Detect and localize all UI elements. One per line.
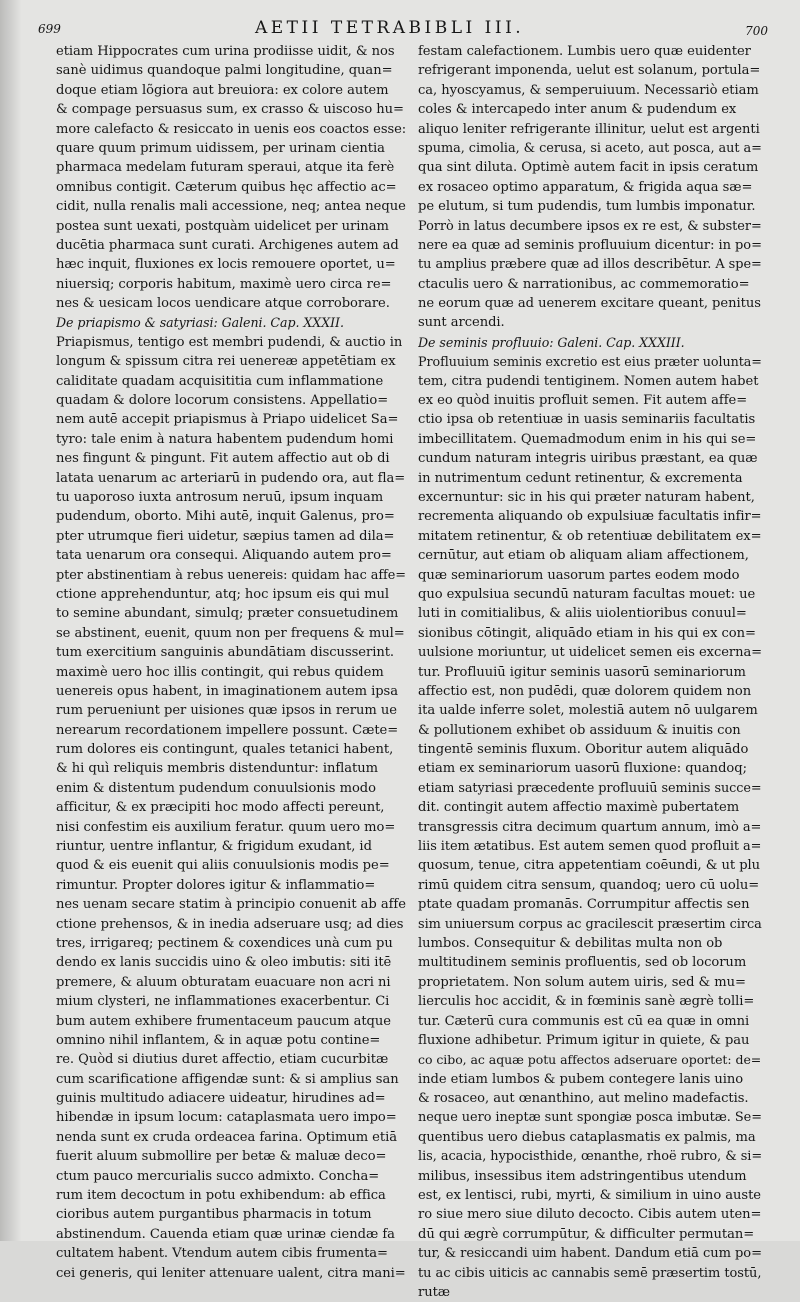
text-line: riuntur, uentre inflantur, & frigidum exudant, id: [56, 839, 372, 855]
text-line: quo expulsiua secundū naturam facultas mouet: ue: [418, 586, 756, 602]
text-line: excernuntur: sic in his qui præter naturam habent,: [418, 489, 755, 505]
text-line: etiam satyriasi præcedente profluuiū seminis succe=: [418, 780, 762, 796]
text-line: cernūtur, aut etiam ob aliquam aliam affectionem,: [418, 548, 749, 564]
text-line: se abstinent, euenit, quum non per frequens & mul=: [56, 625, 405, 641]
text-line: hibendæ in ipsum locum: cataplasmata uero impo=: [56, 1110, 397, 1126]
text-line: ita ualde inferre solet, molestiā autem nō uulgarem: [418, 703, 758, 719]
text-line: & pollutionem exhibet ob assiduum & inuitis con: [418, 722, 741, 738]
text-line: rimū quidem citra sensum, quandoq; uero cū uolu=: [418, 877, 760, 893]
left-text-column: [56, 42, 406, 1283]
text-line: postea sunt uexati, postquàm uidelicet per urinam: [56, 218, 389, 234]
text-line: dendo ex lanis succidis uino & oleo imbutis: siti itē: [56, 955, 392, 971]
text-line: nes uenam secare statim à principio conuenit ab affe: [56, 897, 406, 913]
page-number-right: 700: [745, 24, 768, 38]
text-line: tu amplius præbere quæ ad illos describētur. A spe=: [418, 257, 762, 273]
text-line: hæc inquit, fluxiones ex locis remouere oportet, u=: [56, 257, 396, 273]
page-number-left: 699: [38, 22, 61, 36]
text-line: pharmaca medelam futuram speraui, atque ita ferè: [56, 160, 395, 176]
text-line: rimuntur. Propter dolores igitur & inflammatio=: [56, 877, 376, 893]
text-line: cioribus autem purgantibus pharmacis in totum: [56, 1207, 372, 1223]
text-line: tur. Cæterū cura communis est cū ea quæ in omni: [418, 1013, 750, 1029]
text-line: spuma, cimolia, & cerusa, si aceto, aut posca, aut a=: [418, 140, 762, 156]
text-line: doque etiam lõgiora aut breuiora: ex colore autem: [56, 82, 389, 98]
text-line: liis item ætatibus. Est autem semen quod profluit a=: [418, 839, 762, 855]
chapter-heading: De priapismo & satyriasi: Galeni. Cap. XXXII.: [56, 315, 344, 331]
text-line: rum dolores eis contingunt, quales tetanici habent,: [56, 742, 394, 758]
text-line: to semine abundant, simulq; præter consuetudinem: [56, 606, 399, 622]
text-line: enim & distentum pudendum conuulsionis modo: [56, 780, 376, 796]
text-line: multitudinem seminis profluentis, sed ob locorum: [418, 955, 747, 971]
text-line: fluxione adhibetur. Primum igitur in quiete, & pau: [418, 1032, 750, 1048]
text-line: rum perueniunt per uisiones quæ ipsos in rerum ue: [56, 703, 397, 719]
text-line: quentibus uero diebus cataplasmatis ex palmis, ma: [418, 1129, 756, 1145]
text-line: tur. Profluuiū igitur seminis uasorū seminariorum: [418, 664, 746, 680]
text-line: tres, irrigareq; pectinem & coxendices unà cum pu: [56, 935, 393, 951]
text-line: pe elutum, si tum pudendis, tum lumbis imponatur.: [418, 199, 756, 215]
text-line: fuerit aluum submollire per betæ & maluæ deco=: [56, 1149, 387, 1165]
text-line: qua sint diluta. Optimè autem facit in ipsis ceratum: [418, 160, 759, 176]
text-line: afficitur, & ex præcipiti hoc modo affecti pereunt,: [56, 800, 385, 816]
text-line: longum & spissum citra rei uenereæ appetētiam ex: [56, 354, 396, 370]
text-line: nerearum recordationem impellere possunt. Cæte=: [56, 722, 399, 738]
text-line: festam calefactionem. Lumbis uero quæ euidenter: [418, 44, 751, 59]
text-line: etiam ex seminariorum uasorū fluxione: quandoq;: [418, 761, 747, 777]
text-line: neque uero ineptæ sunt spongiæ posca imbutæ. Se=: [418, 1110, 762, 1126]
text-line: omnino nihil inflantem, & in aquæ potu contine=: [56, 1032, 381, 1048]
text-line: nes & uesicam locos uendicare atque corroborare.: [56, 296, 390, 312]
text-line: Porrò in latus decumbere ipsos ex re est, & subster=: [418, 218, 762, 234]
text-line: guinis multitudo adiacere uideatur, hirudines ad=: [56, 1091, 386, 1107]
text-line: ca, hyoscyamus, & semperuiuum. Necessariò etiam: [418, 82, 759, 98]
text-line: quare quum primum uidissem, per urinam cientia: [56, 140, 385, 156]
text-line: latata uenarum ac arteriarū in pudendo ora, aut fla=: [56, 470, 406, 486]
text-line: dit. contingit autem affectio maximè pubertatem: [418, 800, 740, 816]
text-line: recrementa aliquando ob expulsiuæ facultatis infir=: [418, 509, 762, 525]
text-line: sunt arcendi.: [418, 315, 505, 331]
text-line: tu uaporoso iuxta antrosum neruū, ipsum inquam: [56, 489, 384, 505]
text-line: tingentē seminis fluxum. Oboritur autem aliquādo: [418, 742, 749, 758]
text-line: Priapismus, tentigo est membri pudendi, & auctio in: [56, 334, 403, 350]
text-line: re. Quòd si diutius duret affectio, etiam cucurbitæ: [56, 1052, 389, 1068]
text-line: ex rosaceo optimo apparatum, & frigida aqua sæ=: [418, 179, 753, 195]
text-line: nem autē accepit priapismus à Priapo uidelicet Sa=: [56, 412, 399, 428]
text-line: sanè uidimus quandoque palmi longitudine, quan=: [56, 63, 393, 79]
text-line: quæ seminariorum uasorum partes eodem modo: [418, 567, 740, 583]
text-line: cidit, nulla renalis mali accessione, neq; antea neque: [56, 199, 406, 215]
text-line: cum scarificatione affigendæ sunt: & si amplius san: [56, 1071, 399, 1087]
text-line: co cibo, ac aquæ potu affectos adseruare oportet: de=: [418, 1052, 762, 1068]
text-line: tyro: tale enim à natura habentem pudendum homi: [56, 431, 394, 447]
text-line: tum exercitium sanguinis abundātiam discusserint.: [56, 645, 395, 661]
text-line: mium clysteri, ne inflammationes exacerbentur. Ci: [56, 994, 390, 1010]
text-line: cei generis, qui leniter attenuare ualent, citra mani=: [56, 1265, 406, 1281]
text-line: est, ex lentisci, rubi, myrti, & similium in uino auste: [418, 1188, 761, 1204]
text-line: aliquo leniter refrigerante illinitur, uelut est argenti: [418, 121, 760, 137]
text-line: milibus, insessibus item adstringentibus utendum: [418, 1168, 747, 1184]
text-line: pudendum, oborto. Mihi autē, inquit Galenus, pro=: [56, 509, 395, 525]
text-line: cundum naturam integris uiribus præstant, ea quæ: [418, 451, 758, 467]
text-line: nes fingunt & pingunt. Fit autem affectio aut ob di: [56, 451, 390, 467]
text-line: dū qui ægrè corrumpūtur, & difficulter permutan=: [418, 1226, 755, 1242]
text-line: lumbos. Consequitur & debilitas multa non ob: [418, 935, 723, 951]
running-title: AETII TETRABIBLI III.: [255, 18, 525, 38]
text-line: uulsione moriuntur, ut uidelicet semen eis excerna=: [418, 645, 762, 661]
text-line: more calefacto & resiccato in uenis eos coactos esse:: [56, 121, 406, 137]
text-line: nenda sunt ex cruda ordeacea farina. Optimum etiā: [56, 1129, 397, 1145]
text-line: pter utrumque fieri uidetur, sæpius tamen ad dila=: [56, 528, 395, 544]
text-line: ctio ipsa ob retentiuæ in uasis seminariis facultatis: [418, 412, 756, 428]
text-line: ctum pauco mercurialis succo admixto. Concha=: [56, 1168, 380, 1184]
text-line: imbecillitatem. Quemadmodum enim in his qui se=: [418, 431, 757, 447]
text-line: sionibus cōtingit, aliquādo etiam in his qui ex con=: [418, 625, 756, 641]
text-line: lis, acacia, hypocisthide, œnanthe, rhoë rubro, & si=: [418, 1149, 762, 1165]
text-line: refrigerant imponenda, uelut est solanum, portula=: [418, 63, 761, 79]
text-line: luti in comitialibus, & aliis uiolentioribus conuul=: [418, 606, 747, 622]
text-line: tem, citra pudendi tentiginem. Nomen autem habet: [418, 373, 759, 389]
text-line: in nutrimentum cedunt retinentur, & excrementa: [418, 470, 743, 486]
text-line: uenereis opus habent, in imaginationem autem ipsa: [56, 683, 398, 699]
text-line: quadam & dolore locorum consistens. Appellatio=: [56, 393, 389, 409]
text-line: ptate quadam promanās. Corrumpitur affectis sen: [418, 897, 750, 913]
text-line: & rosaceo, aut œnanthino, aut melino madefactis.: [418, 1091, 749, 1107]
chapter-heading: De seminis profluuio: Galeni. Cap. XXXIII.: [418, 334, 685, 350]
text-line: ex eo quòd inuitis profluit semen. Fit autem affe=: [418, 393, 748, 409]
text-line: transgressis citra decimum quartum annum, imò a=: [418, 819, 762, 835]
text-line: tata uenarum ora consequi. Aliquando autem pro=: [56, 548, 392, 564]
text-line: ne eorum quæ ad uenerem excitare queant, penitus: [418, 296, 761, 312]
text-line: ctaculis uero & narrationibus, ac commemoratio=: [418, 276, 750, 292]
text-line: quosum, tenue, citra appetentiam coēundi, & ut plu: [418, 858, 761, 874]
text-line: pter abstinentiam à rebus uenereis: quidam hac affe=: [56, 567, 406, 583]
text-line: tu ac cibis uiticis ac cannabis semē præsertim tostū,: [418, 1265, 762, 1281]
text-line: coles & intercapedo inter anum & pudendum ex: [418, 102, 737, 118]
text-line: ctione prehensos, & in inedia adseruare usq; ad dies: [56, 916, 404, 932]
text-line: proprietatem. Non solum autem uiris, sed & mu=: [418, 974, 746, 990]
text-line: abstinendum. Cauenda etiam quæ urinæ ciendæ fa: [56, 1226, 395, 1242]
text-line: tur, & resiccandi uim habent. Dandum etiā cum po=: [418, 1246, 762, 1262]
text-line: nere ea quæ ad seminis profluuium dicentur: in po=: [418, 237, 762, 253]
text-line: rutæ: [418, 1285, 451, 1300]
text-line: sim uniuersum corpus ac gracilescit præsertim circa: [418, 916, 762, 932]
text-line: premere, & aluum obturatam euacuare non acri ni: [56, 974, 391, 990]
right-text-column: [418, 42, 762, 1302]
text-line: lierculis hoc accidit, & in fœminis sanè ægrè tolli=: [418, 994, 755, 1010]
text-line: maximè uero hoc illis contingit, qui rebus quidem: [56, 664, 384, 680]
text-line: caliditate quadam acquisititia cum inflammatione: [56, 373, 384, 389]
text-line: Profluuium seminis excretio est eius præter uolunta=: [418, 354, 762, 370]
text-line: & hi quì reliquis membris distenduntur: inflatum: [56, 761, 379, 777]
text-line: niuersiq; corporis habitum, maximè uero circa re=: [56, 276, 392, 292]
text-line: mitatem retinentur, & ob retentiuæ debilitatem ex=: [418, 528, 762, 544]
text-line: ducētia pharmaca sunt curati. Archigenes autem ad: [56, 237, 399, 253]
text-line: rum item decoctum in potu exhibendum: ab effica: [56, 1188, 386, 1204]
text-line: & compage persuasus sum, ex crasso & uiscoso hu=: [56, 102, 404, 118]
text-line: nisi confestim eis auxilium feratur. quum uero mo=: [56, 819, 396, 835]
text-line: inde etiam lumbos & pubem contegere lanis uino: [418, 1071, 744, 1087]
text-line: omnibus contigit. Cæterum quibus hęc affectio ac=: [56, 179, 397, 195]
text-line: etiam Hippocrates cum urina prodiisse uidit, & nos: [56, 44, 395, 59]
text-line: quod & eis euenit qui aliis conuulsionis modis pe=: [56, 858, 390, 874]
text-line: cultatem habent. Vtendum autem cibis frumenta=: [56, 1246, 388, 1262]
text-line: ro siue mero siue diluto decocto. Cibis autem uten=: [418, 1207, 762, 1223]
text-line: affectio est, non pudēdi, quæ dolorem quidem non: [418, 683, 752, 699]
text-line: ctione apprehenduntur, atq; hoc ipsum eis qui mul: [56, 586, 389, 602]
text-line: bum autem exhibere frumentaceum paucum atque: [56, 1013, 391, 1029]
